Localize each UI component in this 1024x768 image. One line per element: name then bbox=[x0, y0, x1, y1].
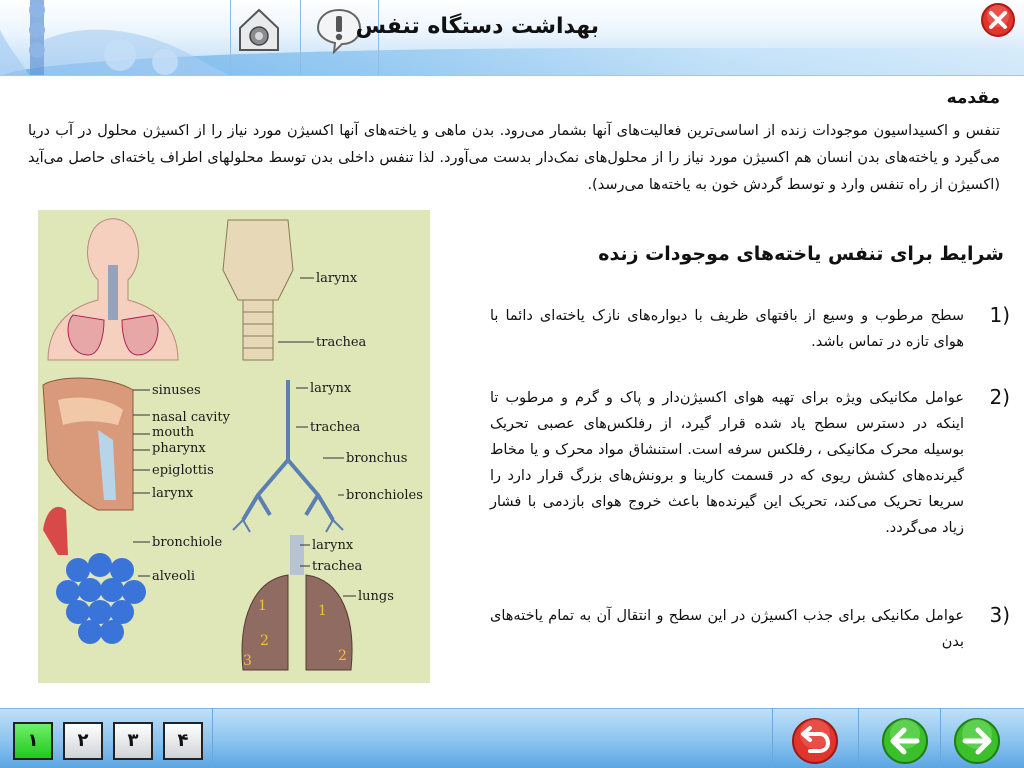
item-text: عوامل مکانیکی برای جذب اکسیژن در این سطح و انتقال آن به تمام یاخته‌های بدن bbox=[490, 608, 964, 650]
footer-divider bbox=[772, 708, 773, 768]
page-title: بهداشت دستگاه تنفس bbox=[355, 14, 599, 39]
label-lobe: 3 bbox=[243, 653, 252, 669]
page-button-4[interactable]: ۴ bbox=[163, 722, 203, 760]
label-bronchiole: bronchiole bbox=[152, 535, 223, 550]
label-trachea: trachea bbox=[310, 420, 361, 435]
return-icon[interactable] bbox=[790, 716, 840, 766]
label-lobe: 1 bbox=[258, 598, 267, 614]
item-number: (3 bbox=[989, 603, 1010, 627]
page-button-3[interactable]: ۳ bbox=[113, 722, 153, 760]
label-lobe: 2 bbox=[260, 633, 269, 649]
footer-bar bbox=[0, 708, 1024, 768]
item-number: (2 bbox=[989, 385, 1010, 409]
lungs-decoration-icon bbox=[0, 0, 230, 76]
intro-heading: مقدمه bbox=[946, 88, 1000, 108]
label-trachea: trachea bbox=[312, 559, 363, 574]
footer-divider bbox=[940, 708, 941, 768]
label-bronchus: bronchus bbox=[346, 451, 408, 466]
label-epiglottis: epiglottis bbox=[152, 463, 214, 478]
label-sinuses: sinuses bbox=[152, 383, 201, 398]
respiratory-anatomy-image bbox=[38, 210, 430, 683]
item-number: (1 bbox=[989, 303, 1010, 327]
footer-divider bbox=[858, 708, 859, 768]
label-trachea: trachea bbox=[316, 335, 367, 350]
arrow-right-icon[interactable] bbox=[952, 716, 1002, 766]
label-mouth: mouth bbox=[152, 425, 195, 440]
home-icon[interactable] bbox=[236, 6, 282, 54]
label-nasal-cavity: nasal cavity bbox=[152, 410, 230, 425]
item-text: سطح مرطوب و وسیع از بافتهای ظریف با دیواره‌های نازک یاخته‌ای دائما با هوای تازه در تماس باشد. bbox=[490, 308, 964, 350]
list-item bbox=[490, 603, 1010, 655]
label-larynx: larynx bbox=[316, 271, 358, 286]
label-larynx: larynx bbox=[312, 538, 354, 553]
header-bar bbox=[0, 0, 1024, 76]
header-divider bbox=[230, 0, 231, 76]
close-icon[interactable] bbox=[980, 2, 1016, 38]
list-item bbox=[490, 385, 1010, 541]
label-pharynx: pharynx bbox=[152, 441, 206, 456]
header-divider bbox=[300, 0, 301, 76]
arrow-left-icon[interactable] bbox=[880, 716, 930, 766]
section-title: شرایط برای تنفس یاخته‌های موجودات زنده bbox=[598, 243, 1004, 265]
label-bronchioles: bronchioles bbox=[346, 488, 423, 503]
label-lobe: 1 bbox=[318, 603, 327, 619]
item-text: عوامل مکانیکی ویژه برای تهیه هوای اکسیژن‌دار و پاک و گرم و مرطوب تا اینکه در دسترس سطح یاد شده قرار گیرد، از رفلکس‌های عصبی تحریک بوسیله محرک مکانیکی ، رفلکس سرفه است. استنشاق مواد محرک و یا مخاط گیرنده‌های کشش ریوی که در قسمت کارینا و برونش‌های بزرگ قرار دارد را سریعا تحریک می‌کند، تحریک این گیرنده‌ها باعث خروج هوای بازدمی با فشار زیاد می‌گردد. bbox=[490, 390, 964, 536]
label-lungs: lungs bbox=[358, 589, 394, 604]
intro-paragraph: تنفس و اکسیداسیون موجودات زنده از اساسی‌ترین فعالیت‌های آنها بشمار می‌رود. بدن ماهی و یاخته‌های آنها اکسیژن مورد نیاز را از اکسیژن محلول در آب دریا می‌گیرد و یاخته‌های بدن انسان هم اکسیژن مورد نیاز را از محلول‌های نمک‌دار بدست می‌آورد. لذا تنفس داخلی بدن توسط محلولهای اطراف یاخته‌ای حاصل می‌آید (اکسیژن از راه تنفس وارد و توسط گردش خون به یاخته‌ها می‌رسد). bbox=[28, 123, 1000, 193]
label-alveoli: alveoli bbox=[152, 569, 196, 584]
list-item bbox=[490, 303, 1010, 355]
label-larynx: larynx bbox=[310, 381, 352, 396]
page-button-2[interactable]: ۲ bbox=[63, 722, 103, 760]
label-larynx: larynx bbox=[152, 486, 194, 501]
page-button-1[interactable]: ۱ bbox=[13, 722, 53, 760]
footer-divider bbox=[212, 708, 213, 768]
label-lobe: 2 bbox=[338, 648, 347, 664]
